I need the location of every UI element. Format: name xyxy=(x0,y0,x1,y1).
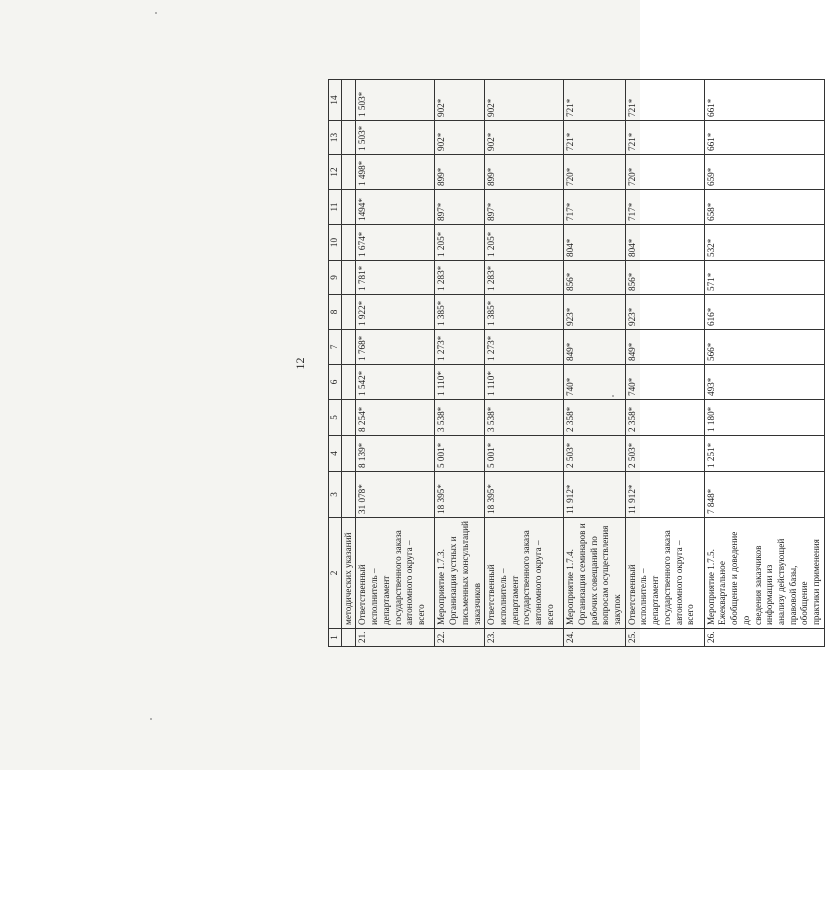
value-cell: 1 674* xyxy=(356,225,435,261)
value-cell: 659* xyxy=(704,155,824,190)
value-cell: 720* xyxy=(564,155,626,190)
row-name-line: всего xyxy=(685,604,696,625)
row-name-line: государственного заказа xyxy=(521,530,532,625)
row-number-cell: 26. xyxy=(704,629,824,647)
column-header: 9 xyxy=(329,261,342,295)
value-cell: 2 358* xyxy=(564,400,626,436)
row-name-cell xyxy=(625,518,704,629)
column-header: 12 xyxy=(329,155,342,190)
table-row xyxy=(435,80,485,647)
value-cell: 856* xyxy=(625,261,704,295)
value-cell: 1 385* xyxy=(485,295,564,330)
value-cell: 804* xyxy=(625,225,704,261)
row-name-line: государственного заказа xyxy=(661,530,672,625)
row-name-cell xyxy=(704,518,824,629)
value-cell: 1 110* xyxy=(435,365,485,400)
row-name-line: практики применения xyxy=(811,539,822,625)
row-name-line: Мероприятие 1.7.4. xyxy=(565,549,576,625)
value-cell: 3 538* xyxy=(435,400,485,436)
value-cell: 1 922* xyxy=(356,295,435,330)
table-row xyxy=(625,80,704,647)
value-cell: 902* xyxy=(435,121,485,155)
value-cell: 1 768* xyxy=(356,330,435,365)
table-row xyxy=(564,80,626,647)
value-cell: 1 503* xyxy=(356,80,435,121)
row-name-line: департамент xyxy=(650,575,661,625)
row-number-cell: 22. xyxy=(435,629,485,647)
value-cell: 1 283* xyxy=(435,261,485,295)
scan-speck xyxy=(150,718,152,720)
row-name-line: всего xyxy=(415,604,426,625)
value-cell: 1 205* xyxy=(485,225,564,261)
value-cell: 923* xyxy=(564,295,626,330)
row-name-cell xyxy=(485,518,564,629)
row-name-cell xyxy=(435,518,485,629)
column-header: 10 xyxy=(329,225,342,261)
row-name-line: исполнитель – xyxy=(369,568,380,625)
value-cell: 31 078* xyxy=(356,472,435,518)
value-cell: 2 503* xyxy=(564,436,626,472)
page-number: 12 xyxy=(293,357,307,370)
row-name-line: Организация семинаров и xyxy=(576,523,587,625)
row-name-line: департамент xyxy=(380,575,391,625)
row-name-line: правовой базы, обобщение xyxy=(787,565,810,625)
table-row xyxy=(356,80,435,647)
column-header: 4 xyxy=(329,436,342,472)
row-name-line: автономного округа – xyxy=(533,540,544,625)
value-cell: 902* xyxy=(485,80,564,121)
value-cell: 658* xyxy=(704,190,824,225)
value-cell: 1 205* xyxy=(435,225,485,261)
row-number-cell: 21. xyxy=(356,629,435,647)
row-name-line: закупок xyxy=(612,594,623,625)
value-cell: 804* xyxy=(564,225,626,261)
value-cell: 721* xyxy=(625,80,704,121)
column-header: 11 xyxy=(329,190,342,225)
value-cell: 616* xyxy=(704,295,824,330)
value-cell: 856* xyxy=(564,261,626,295)
row-name-line: всего xyxy=(544,604,555,625)
value-cell: 532* xyxy=(704,225,824,261)
value-cell: 571* xyxy=(704,261,824,295)
value-cell: 1 781* xyxy=(356,261,435,295)
value-cell: 661* xyxy=(704,121,824,155)
row-name-line: Мероприятие 1.7.5. xyxy=(705,549,716,625)
row-name-line: исполнитель – xyxy=(638,568,649,625)
row-name-line: рабочих совещаний по xyxy=(588,536,599,625)
row-name-line: Ответственный xyxy=(626,564,637,625)
value-cell: 1 110* xyxy=(485,365,564,400)
row-number-cell xyxy=(341,629,356,647)
table-row xyxy=(485,80,564,647)
value-cell: 902* xyxy=(435,80,485,121)
data-table xyxy=(328,79,825,647)
value-cell: 1 503* xyxy=(356,121,435,155)
row-name-line: информации из xyxy=(764,564,775,625)
value-cell: 1 273* xyxy=(485,330,564,365)
value-cell: 7 848* xyxy=(704,472,824,518)
column-header: 3 xyxy=(329,472,342,518)
rotated-page-content xyxy=(30,80,822,647)
value-cell: 11 912* xyxy=(625,472,704,518)
value-cell: 721* xyxy=(564,80,626,121)
value-cell: 897* xyxy=(435,190,485,225)
value-cell: 740* xyxy=(625,365,704,400)
value-cell: 849* xyxy=(625,330,704,365)
row-name-line: Ответственный xyxy=(357,564,368,625)
row-name-line: Организация устных и xyxy=(448,536,459,625)
value-cell: 1494* xyxy=(356,190,435,225)
row-number-cell: 23. xyxy=(485,629,564,647)
header-row xyxy=(329,80,342,647)
value-cell: 740* xyxy=(564,365,626,400)
value-cell: 3 538* xyxy=(485,400,564,436)
value-cell: 1 180* xyxy=(704,400,824,436)
row-name-line: государственного заказа xyxy=(392,530,403,625)
row-name-line: вопросам осуществления xyxy=(600,525,611,625)
value-cell: 1 283* xyxy=(485,261,564,295)
value-cell: 849* xyxy=(564,330,626,365)
row-name-line: Мероприятие 1.7.3. xyxy=(436,549,447,625)
value-cell: 18 395* xyxy=(485,472,564,518)
row-name-cell xyxy=(564,518,626,629)
value-cell: 18 395* xyxy=(435,472,485,518)
row-name-line: заказчиков xyxy=(471,582,482,625)
continuation-text: методических указаний xyxy=(341,518,356,629)
row-number-cell: 24. xyxy=(564,629,626,647)
row-name-line: анализу действующей xyxy=(775,538,786,625)
value-cell: 661* xyxy=(704,80,824,121)
value-cell: 1 498* xyxy=(356,155,435,190)
row-name-line: автономного округа – xyxy=(404,540,415,625)
row-name-line: обобщение и доведение до xyxy=(729,531,751,625)
value-cell: 5 001* xyxy=(435,436,485,472)
column-header: 7 xyxy=(329,330,342,365)
value-cell: 717* xyxy=(564,190,626,225)
value-cell: 923* xyxy=(625,295,704,330)
row-name-line: исполнитель – xyxy=(497,568,508,625)
column-header: 2 xyxy=(329,518,342,629)
value-cell: 721* xyxy=(564,121,626,155)
value-cell: 8 139* xyxy=(356,436,435,472)
value-cell: 11 912* xyxy=(564,472,626,518)
column-header: 14 xyxy=(329,80,342,121)
value-cell: 717* xyxy=(625,190,704,225)
row-name-line: Ответственный xyxy=(486,564,497,625)
column-header: 5 xyxy=(329,400,342,436)
value-cell: 2 358* xyxy=(625,400,704,436)
value-cell: 721* xyxy=(625,121,704,155)
value-cell: 897* xyxy=(485,190,564,225)
row-name-line: департамент xyxy=(509,575,520,625)
value-cell: 8 254* xyxy=(356,400,435,436)
column-header: 6 xyxy=(329,365,342,400)
value-cell: 1 385* xyxy=(435,295,485,330)
value-cell: 1 542* xyxy=(356,365,435,400)
column-header: 13 xyxy=(329,121,342,155)
value-cell: 2 503* xyxy=(625,436,704,472)
value-cell: 493* xyxy=(704,365,824,400)
value-cell: 899* xyxy=(485,155,564,190)
row-name-line: сведения заказчиков xyxy=(752,545,763,625)
row-name-cell xyxy=(356,518,435,629)
row-name-line: письменных консультаций xyxy=(459,521,470,625)
scan-speck xyxy=(155,12,157,14)
column-header: 1 xyxy=(329,629,342,647)
row-number-cell: 25. xyxy=(625,629,704,647)
value-cell: 5 001* xyxy=(485,436,564,472)
continuation-row xyxy=(341,80,356,647)
column-header: 8 xyxy=(329,295,342,330)
table-row xyxy=(704,80,824,647)
value-cell: 566* xyxy=(704,330,824,365)
value-cell: 1 251* xyxy=(704,436,824,472)
row-name-line: Ежеквартальное xyxy=(717,561,728,625)
value-cell: 720* xyxy=(625,155,704,190)
value-cell: 899* xyxy=(435,155,485,190)
row-name-line: автономного округа – xyxy=(673,540,684,625)
value-cell: 902* xyxy=(485,121,564,155)
value-cell: 1 273* xyxy=(435,330,485,365)
